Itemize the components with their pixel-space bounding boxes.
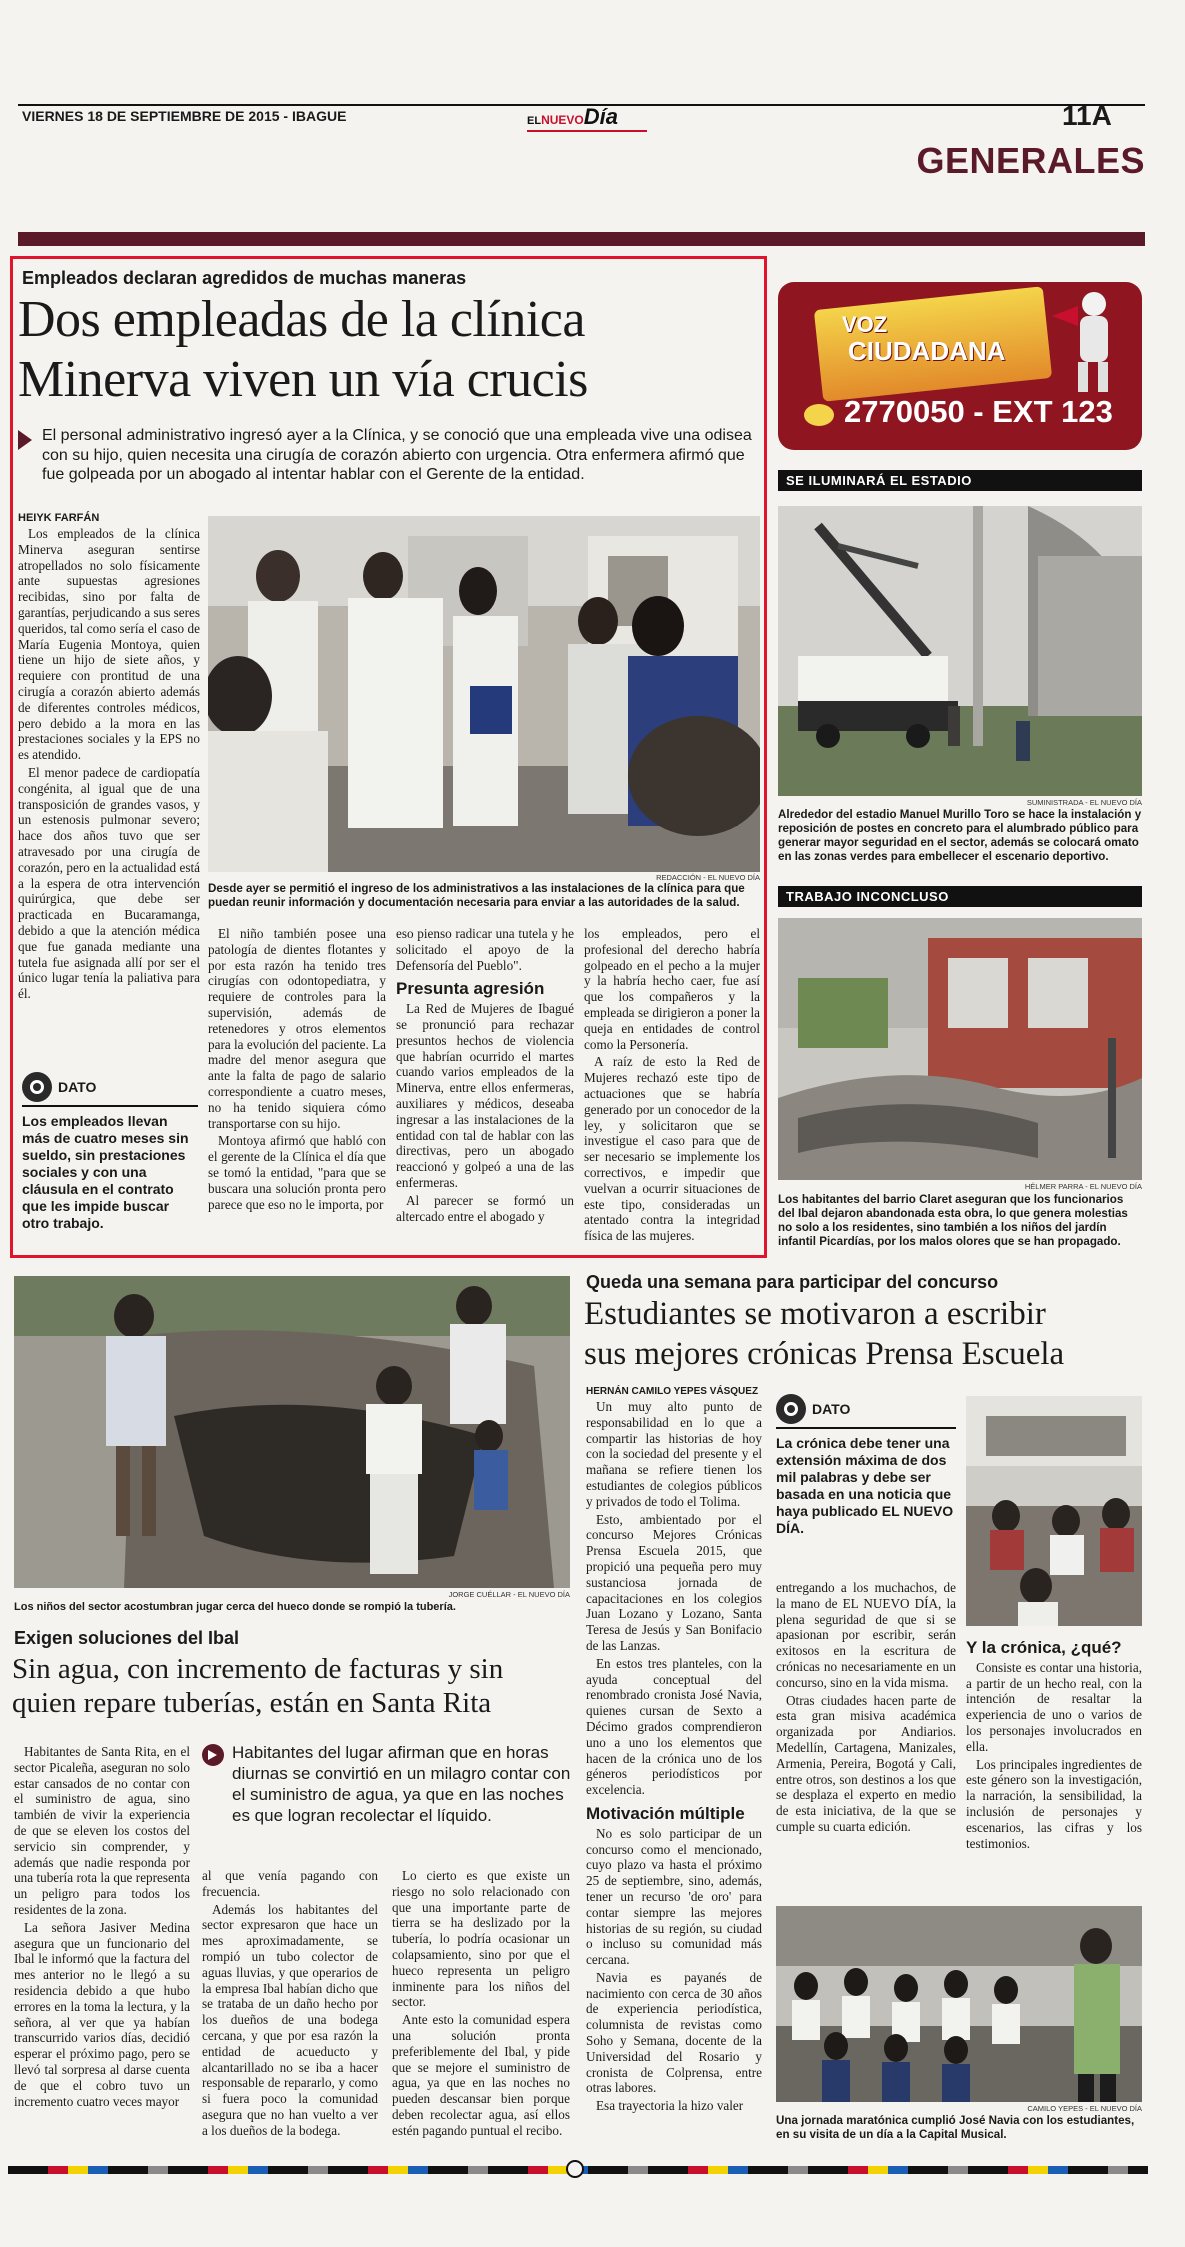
paragraph: Esto, ambientado por el concurso Mejores Crónicas Prensa Escuela 2015, que propició una pequeña pero muy sustanciosa jornada de capacitaciones en los colegios Juan Lozano y Lozano, Santa Teresa de Jesús y San Bonifacio de las Lanzas. bbox=[586, 1511, 762, 1653]
paragraph: Montoya afirmó que habló con el gerente de la Clínica el día que se tomó la entidad, "para que se buscara una solución pronta pero parece que eso no le importa, por bbox=[208, 1133, 386, 1212]
lead-column-1-text bbox=[18, 526, 200, 1002]
logo-main: NUEVO bbox=[541, 113, 584, 127]
works-photo bbox=[778, 918, 1142, 1180]
water-photo-caption: Los niños del sector acostumbran jugar cerca del hueco donde se rompió la tubería. bbox=[14, 1601, 456, 1613]
dato-text: La crónica debe tener una extensión máxima de dos mil palabras y debe ser basada en una noticia que haya publicado EL NUEVO DÍA. bbox=[776, 1435, 954, 1536]
water-column-2 bbox=[202, 1868, 378, 2141]
school-photo-small bbox=[966, 1396, 1142, 1626]
lead-deck-text: El personal administrativo ingresó ayer a la Clínica, y se conoció que una empleada vive una odisea con su hijo, quien necesita una cirugía de corazón abierto con urgencia. Otra enfermera afirmó que fue golpeada por un abogado al intentar hablar con el Gerente de la entidad. bbox=[42, 427, 752, 483]
school-subhead-motivacion: Motivación múltiple bbox=[586, 1803, 745, 1823]
water-photo bbox=[14, 1276, 570, 1588]
lead-column-3 bbox=[396, 926, 574, 1226]
paragraph: Al parecer se formó un altercado entre el abogado y bbox=[396, 1192, 574, 1224]
logo-prefix: EL bbox=[527, 115, 542, 127]
section-title: GENERALES bbox=[916, 140, 1145, 181]
school-photo-large bbox=[776, 1906, 1142, 2102]
dato-header bbox=[776, 1394, 956, 1429]
lead-photo-credit: REDACCIÓN - EL NUEVO DÍA bbox=[656, 873, 760, 882]
paragraph: Ante esto la comunidad espera una solución pronta preferiblemente del Ibal, y pide que se mejore el suministro de agua, ya que en las noches no pueden descansar bien porque deben recolectar agua, así ellos estén pagando puntual el recibo. bbox=[392, 2012, 570, 2138]
lead-headline bbox=[18, 290, 588, 410]
works-photo-credit: HÉLMER PARRA - EL NUEVO DÍA bbox=[1024, 1182, 1142, 1191]
stadium-bar bbox=[778, 470, 1142, 491]
lead-column-2 bbox=[208, 926, 386, 1214]
lead-subhead-agresion: Presunta agresión bbox=[396, 979, 545, 999]
lead-headline-line-1: Dos empleadas de la clínica bbox=[18, 291, 585, 348]
voz-phone-number: 2770050 - EXT 123 bbox=[844, 394, 1113, 429]
page-number: 11A bbox=[1062, 100, 1112, 131]
school-subhead-cronica: Y la crónica, ¿qué? bbox=[966, 1638, 1122, 1657]
lead-column-1 bbox=[18, 512, 200, 1004]
school-headline-line-1: Estudiantes se motivaron a escribir bbox=[584, 1296, 1046, 1332]
water-column-3 bbox=[392, 1868, 570, 2141]
school-headline-line-2: sus mejores crónicas Prensa Escuela bbox=[584, 1336, 1065, 1372]
school-headline bbox=[584, 1294, 1144, 1374]
stadium-photo bbox=[778, 506, 1142, 796]
works-bar-label: TRABAJO INCONCLUSO bbox=[786, 889, 949, 904]
paragraph: El niño también posee una patología de dientes flotantes y por esta razón ha tenido tres cirugías con odontopediatra, y requiere de controles para la supervisión, además de retenedores y otros elementos para la evolución del paciente. La madre del menor asegura que ante la falta de pago de salario correspondiente a cuatro meses, no ha tenido siquiera cómo transportarse con su hijo. bbox=[208, 926, 386, 1131]
stadium-photo-credit: SUMINISTRADA - EL NUEVO DÍA bbox=[1026, 798, 1142, 807]
works-caption: Los habitantes del barrio Claret aseguran que los funcionarios del Ibal dejaron abandonada esta obra, lo que genera molestias no solo a los residentes, sino también a los niños del jardín infantil Picardías, por los malos olores que se han propagado. bbox=[778, 1193, 1128, 1248]
paragraph: No es solo participar de un concurso como el mencionado, cuyo plazo va hasta el próximo 25 de septiembre, sino, además, tener un recurso 'de oro' para contar siempre las mejores historias de su región, su ciudad o incluso su comunidad más cercana. bbox=[586, 1825, 762, 1968]
stadium-bar-label: SE ILUMINARÁ EL ESTADIO bbox=[786, 473, 972, 488]
deck-arrow-glyph bbox=[208, 1750, 217, 1760]
dato-label: DATO bbox=[58, 1079, 97, 1095]
deck-arrow-icon bbox=[18, 430, 32, 450]
school-column-3 bbox=[966, 1640, 1142, 1853]
paragraph: Navia es payanés de nacimiento con cerca de 30 años de experiencia periodística, columnista de revistas como Soho y Semana, docente de la Universidad del Rosario y cronista de Colprensa, entre otras labores. bbox=[586, 1969, 762, 2096]
dato-header bbox=[22, 1072, 198, 1107]
stadium-caption: Alrededor del estadio Manuel Murillo Toro se hace la instalación y reposición de postes en concreto para el alumbrado público para generar mayor seguridad en el sector, además se colocará omato en las zonas verdes para embellecer el escenario deportivo. bbox=[778, 808, 1142, 863]
water-photo-credit: JORGE CUÉLLAR - EL NUEVO DÍA bbox=[448, 1590, 570, 1599]
paragraph: Un muy alto punto de responsabilidad en lo que a compartir las historias de hoy con la sociedad del presente y el mañana se refiere tienen los estudiantes de colegios públicos y privados de todo el Tolima. bbox=[586, 1399, 762, 1509]
voz-line-2: CIUDADANA bbox=[848, 336, 1006, 366]
school-column-2 bbox=[776, 1580, 956, 1837]
works-bar bbox=[778, 886, 1142, 907]
school-kicker: Queda una semana para participar del concurso bbox=[586, 1272, 999, 1292]
logo-accent: Día bbox=[583, 104, 618, 129]
target-icon bbox=[22, 1072, 52, 1102]
phone-icon bbox=[804, 404, 834, 426]
school-byline: HERNÁN CAMILO YEPES VÁSQUEZ bbox=[586, 1386, 759, 1397]
voz-line-1: VOZ bbox=[842, 312, 888, 337]
water-kicker: Exigen soluciones del Ibal bbox=[14, 1628, 240, 1648]
paragraph: Esa trayectoria la hizo valer bbox=[596, 2098, 744, 2114]
paragraph: al que venía pagando con frecuencia. bbox=[202, 1868, 378, 1899]
paragraph: entregando a los muchachos, de la mano de EL NUEVO DÍA, la plena seguridad de que si se apasionan por escribir, serán exitosos en la escritura de crónicas no necesariamente en un concurso, sino en la vida misma. bbox=[776, 1580, 956, 1690]
paragraph: eso pienso radicar una tutela y he solicitado el apoyo de la Defensoría del Pueblo". bbox=[396, 926, 574, 973]
paragraph: La Red de Mujeres de Ibagué se pronunció para rechazar presuntos hechos de violencia que habrían ocurrido el martes cuando varios empleados de la Minerva, entre ellos enfermeras, auxiliares y médicos, deseaba ingresar a las instalaciones de la entidad con tal de hablar con las directivas, pero un abogado reaccionó y golpeó a una de las enfermeras. bbox=[396, 1001, 574, 1190]
water-deck-text: Habitantes del lugar afirman que en horas diurnas se convirtió en un milagro contar con el suministro de agua, ya que en las noches es que logran recolectar el líquido. bbox=[232, 1743, 571, 1825]
logo-underline bbox=[527, 130, 647, 132]
water-headline bbox=[12, 1652, 582, 1720]
school-column-1 bbox=[586, 1386, 762, 2116]
paragraph: El menor padece de cardiopatía congénita, al igual que de una transposición de grandes vasos, y un estenosis pulmonar severo; hace dos años tuvo que ser atravesado por una cirugía de corazón, pero en la actualidad está a la espera de otra intervención quirúrgica, que debe ser practicada en Bucaramanga, debido a que la atención médica que fue ganada mediante una tutela fue asignada allí por ser el único lugar tenía la paliativa para él. bbox=[18, 764, 200, 1002]
lead-kicker: Empleados declaran agredidos de muchas maneras bbox=[22, 268, 467, 288]
school-column-1-text bbox=[586, 1399, 762, 2114]
paragraph: Además los habitantes del sector expresaron que hace un mes aproximadamente, se rompió un tubo colector de aguas lluvias, y que operarios de la empresa Ibal habían dicho que se trataba de un daño hecho por los dueños de una bodega cercana, y que por esa razón la entidad de acueducto y alcantarillado no se iba a hacer responsable de repararlo, y como si fuera poco la comunidad asegura que no han vuelto a ver a los dueños de la bodega. bbox=[202, 1901, 378, 2138]
dato-label: DATO bbox=[812, 1401, 851, 1417]
paragraph: Habitantes de Santa Rita, en el sector Picaleña, aseguran no solo estar cansados de no contar con el suministro de agua, sino también de vivir la experiencia de que se eleven los costos del servicio sin comprender, y además que nadie responda por una tubería rota la que representa un peligro para todos los residentes de la zona. bbox=[14, 1744, 190, 1917]
lead-photo bbox=[208, 516, 760, 872]
section-band bbox=[18, 232, 1145, 246]
school-dato-box bbox=[776, 1394, 956, 1537]
water-headline-line-1: Sin agua, con incremento de facturas y sin bbox=[12, 1653, 504, 1685]
header-date: VIERNES 18 DE SEPTIEMBRE DE 2015 - IBAGUE bbox=[22, 108, 347, 124]
water-deck bbox=[202, 1742, 580, 1826]
water-headline-line-2: quien repare tuberías, están en Santa Rita bbox=[12, 1687, 492, 1719]
water-column-1 bbox=[14, 1744, 190, 2111]
paragraph: La señora Jasiver Medina asegura que un funcionario del Ibal le informó que la factura del mes anterior no le llegó a su residencia debido a que hubo errores en la toma la lectura, y la señora, al ver que ya habían transcurrido varios días, decidió esperar el próximo pago, pero se llevó tal sorpresa al darse cuenta de que el cobro tuvo un incremento cuatro veces mayor bbox=[14, 1919, 190, 2109]
paragraph: Los principales ingredientes de este género son la investigación, la narración, la sensibilidad, la inclusión de personajes y escenarios, las cifras y los testimonios. bbox=[966, 1756, 1142, 1851]
megaphone-figure-icon bbox=[1068, 292, 1118, 392]
paragraph: Otras ciudades hacen parte de esta gran misiva académica organizada por Andiarios. Medellín, Cartagena, Manizales, Armenia, Pereira, Bogotá y Cali, entre otros, son destinos a los que se desplaza el experto en medio de esta iniciativa, de la que se cumple su cuarta edición. bbox=[776, 1692, 956, 1834]
paragraph: A raíz de esto la Red de Mujeres rechazó este tipo de actuaciones que se habría generado por un conocedor de la ley, y solicitaron que se investigue el caso para que de ser necesario se implemente los correctivos, e impedir que vuelvan a ocurrir situaciones de este tipo, consideradas un atentado contra la integridad física de las mujeres. bbox=[584, 1054, 760, 1244]
lead-headline-line-2: Minerva viven un vía crucis bbox=[18, 351, 588, 408]
paragraph: Consiste es contar una historia, a partir de un hecho real, con la intención de resaltar la experiencia de uno o varios de los personajes involucrados en ella. bbox=[966, 1659, 1142, 1754]
lead-dato-box bbox=[22, 1072, 198, 1232]
lead-byline: HEIYK FARFÁN bbox=[18, 512, 100, 524]
voz-ciudadana-banner bbox=[778, 282, 1142, 450]
lead-photo-caption: Desde ayer se permitió el ingreso de los administrativos a las instalaciones de la clínica para que puedan reunir información y documentación necesaria para enviar a las autoridades de la salud. bbox=[208, 882, 745, 909]
paragraph: los empleados, pero el profesional del derecho habría golpeado en el pecho a la mujer y la habría hecho caer, fue así que los compañeros y la empleada se dirigieron a poner la queja en entidades de control como la Personería. bbox=[584, 926, 760, 1052]
target-icon bbox=[776, 1394, 806, 1424]
lead-deck bbox=[18, 426, 758, 485]
registration-mark-icon bbox=[566, 2160, 584, 2178]
school-photo-caption: Una jornada maratónica cumplió José Navia con los estudiantes, en su visita de un día a la Capital Musical. bbox=[776, 2114, 1135, 2141]
lead-column-4 bbox=[584, 926, 760, 1246]
masthead-logo bbox=[527, 104, 667, 130]
paragraph: Lo cierto es que existe un riesgo no solo relacionado con que una importante parte de tierra se ha deslizado por la tubería, lo podría ocasionar un colapsamiento, sino por que el hueco representa un peligro inminente para los niños del sector. bbox=[392, 1868, 570, 2010]
paragraph: Los empleados de la clínica Minerva aseguran sentirse atropellados no solo físicamente ante supuestas agresiones recibidas, sino por falta de garantías, perjudicando a sus seres queridos, tal como sería el caso de María Eugenia Montoya, quien tiene un hijo de siete años, y requiere con prontitud de una cirugía a corazón abierto además de diferentes controles médicos, pero debido a la mora en las prestaciones sociales y la EPS no es atendido. bbox=[18, 526, 200, 763]
school-photo-credit: CAMILO YEPES - EL NUEVO DÍA bbox=[1027, 2104, 1142, 2113]
paragraph: En estos tres planteles, con la ayuda conceptual del renombrado cronista José Navia, quienes cursan de Sexto a Décimo grados comprendieron uno a uno los elementos que hacen de la crónica uno de los géneros periodísticos por excelencia. bbox=[586, 1655, 762, 1798]
dato-text: Los empleados llevan más de cuatro meses sin sueldo, sin prestaciones sociales y con una cláusula en el contrato que les impide buscar otro trabajo. bbox=[22, 1113, 189, 1231]
